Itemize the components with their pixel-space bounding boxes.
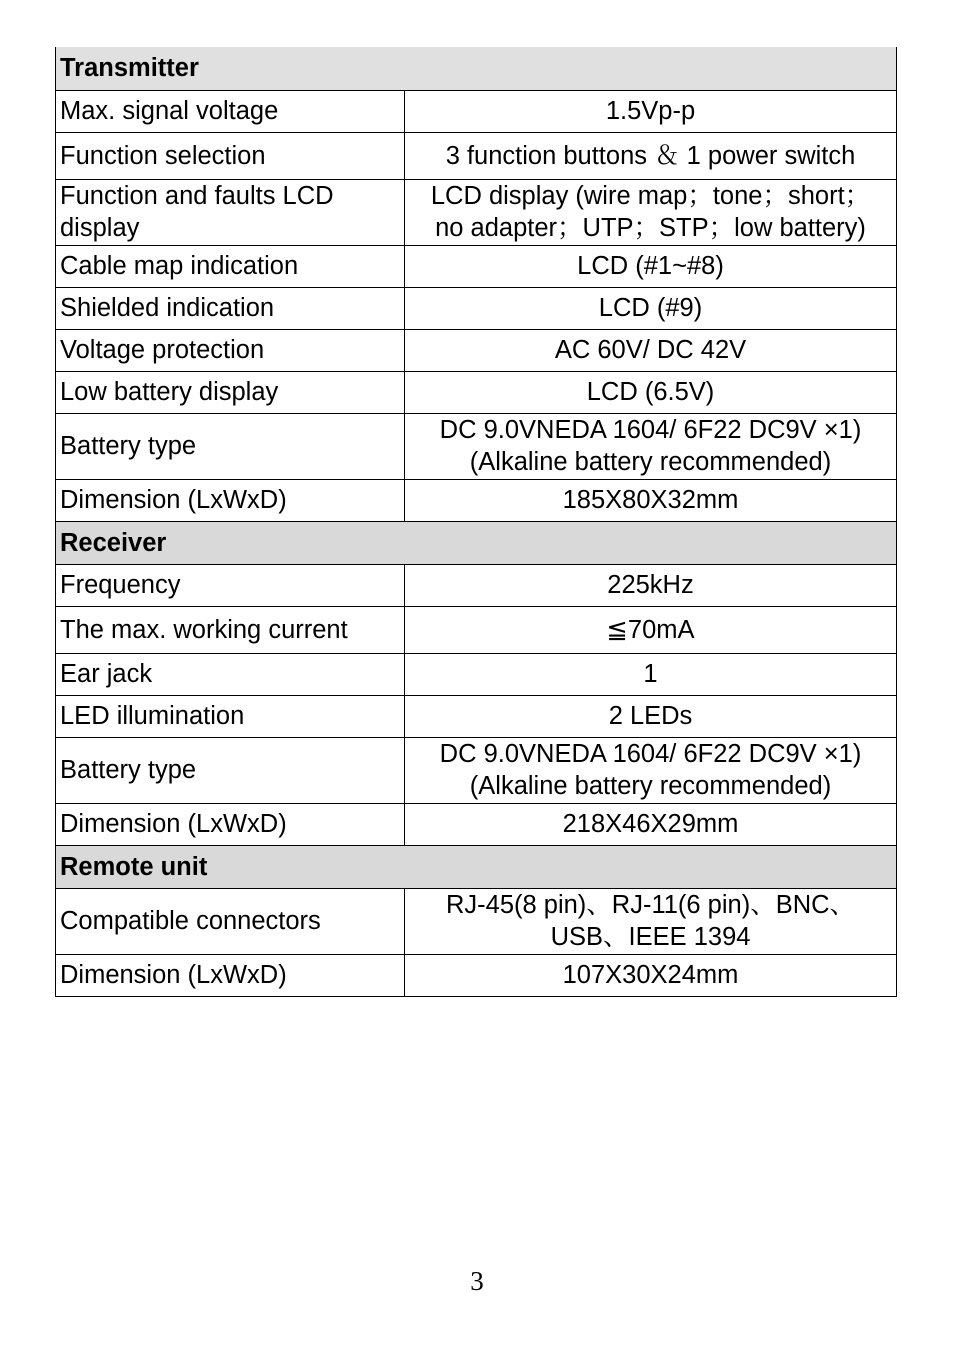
spec-value: LCD (#1~#8): [405, 245, 897, 287]
spec-value: [405, 413, 897, 479]
spec-label: Dimension (LxWxD): [56, 479, 405, 521]
spec-value: LCD (#9): [405, 287, 897, 329]
spec-label: Dimension (LxWxD): [56, 803, 405, 845]
spec-table: [55, 47, 897, 997]
spec-value: 225kHz: [405, 564, 897, 606]
table-row: [56, 329, 897, 371]
section-title: Transmitter: [56, 47, 897, 90]
spec-value-line: DC 9.0VNEDA 1604/ 6F22 DC9V ×1): [439, 740, 862, 768]
spec-label: Cable map indication: [56, 245, 405, 287]
section-header-remote-unit: [56, 845, 897, 888]
spec-value: LCD (6.5V): [405, 371, 897, 413]
spec-label: Battery type: [56, 413, 405, 479]
spec-label: LED illumination: [56, 695, 405, 737]
spec-label: Battery type: [56, 737, 405, 803]
spec-value: 185X80X32mm: [405, 479, 897, 521]
spec-value-line: RJ-45(8 pin)、RJ-11(6 pin)、BNC、: [445, 891, 856, 919]
spec-value: 1.5Vp-p: [405, 90, 897, 132]
spec-label: Ear jack: [56, 653, 405, 695]
spec-label: Max. signal voltage: [56, 90, 405, 132]
table-row: [56, 564, 897, 606]
section-header-receiver: [56, 521, 897, 564]
spec-value-line: USB、IEEE 1394: [550, 923, 751, 951]
table-row: [56, 606, 897, 653]
table-row: [56, 287, 897, 329]
table-row: [56, 132, 897, 179]
spec-value-line: (Alkaline battery recommended): [469, 448, 832, 476]
table-row: [56, 371, 897, 413]
table-row: [56, 695, 897, 737]
spec-label: Function selection: [56, 132, 405, 179]
section-header-transmitter: [56, 47, 897, 90]
table-row: [56, 737, 897, 803]
spec-value: [405, 737, 897, 803]
spec-value-line: LCD display (wire map；tone；short；: [430, 182, 871, 210]
spec-value: 1: [405, 653, 897, 695]
spec-value-line: (Alkaline battery recommended): [469, 772, 832, 800]
table-row: [56, 413, 897, 479]
spec-label: Frequency: [56, 564, 405, 606]
spec-value: 2 LEDs: [405, 695, 897, 737]
table-row: [56, 888, 897, 954]
table-row: [56, 245, 897, 287]
table-row: [56, 90, 897, 132]
spec-label: The max. working current: [56, 606, 405, 653]
spec-label: Shielded indication: [56, 287, 405, 329]
table-row: [56, 954, 897, 996]
section-title: Receiver: [56, 521, 897, 564]
spec-label: Voltage protection: [56, 329, 405, 371]
spec-label: Dimension (LxWxD): [56, 954, 405, 996]
spec-value: 107X30X24mm: [405, 954, 897, 996]
table-row: [56, 653, 897, 695]
spec-label: Low battery display: [56, 371, 405, 413]
spec-value: [405, 888, 897, 954]
spec-value: ≦70mA: [405, 606, 897, 653]
spec-value: 3 function buttons ＆ 1 power switch: [405, 132, 897, 179]
spec-value-line: no adapter；UTP；STP；low battery): [435, 214, 866, 242]
table-row: [56, 479, 897, 521]
section-title: Remote unit: [56, 845, 897, 888]
spec-value: [405, 179, 897, 245]
spec-value: 218X46X29mm: [405, 803, 897, 845]
table-row: [56, 179, 897, 245]
table-row: [56, 803, 897, 845]
page-number: 3: [470, 1266, 484, 1296]
spec-label: Compatible connectors: [56, 888, 405, 954]
spec-label: Function and faults LCD display: [56, 179, 405, 245]
spec-value: AC 60V/ DC 42V: [405, 329, 897, 371]
spec-value-line: DC 9.0VNEDA 1604/ 6F22 DC9V ×1): [439, 416, 862, 444]
